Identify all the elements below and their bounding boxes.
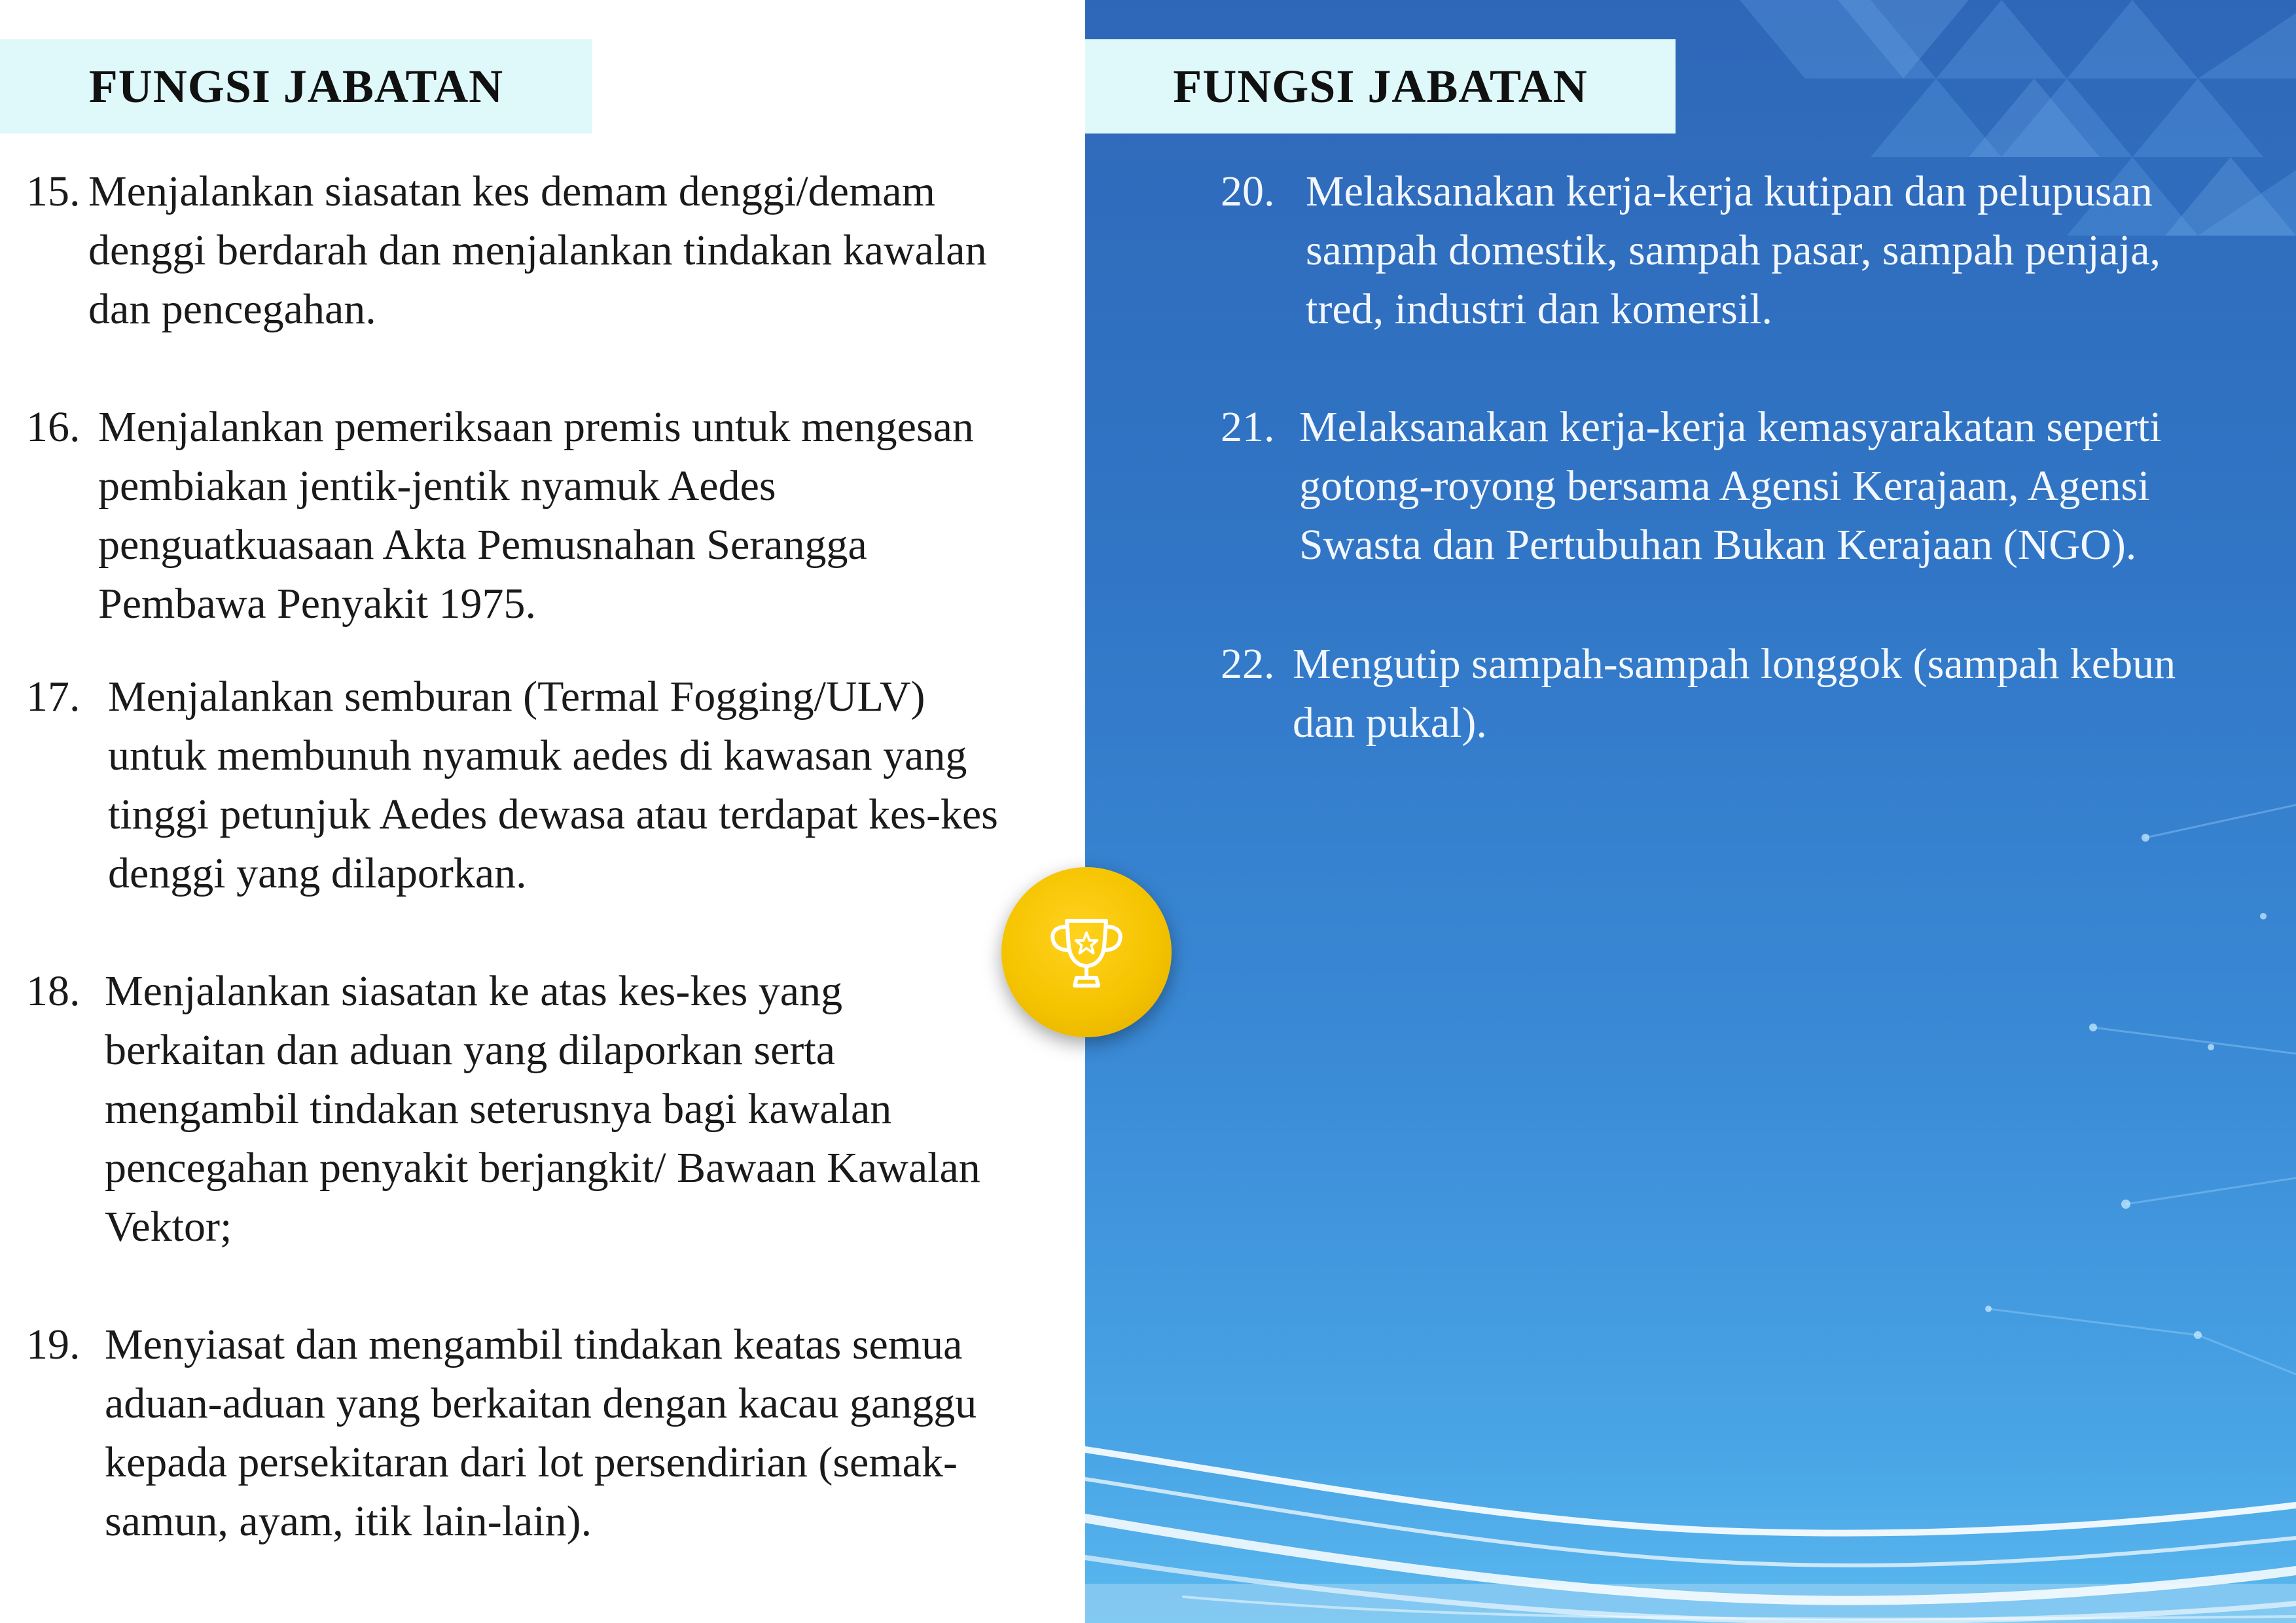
list-item-20 <box>1221 162 2229 339</box>
list-item-21 <box>1221 398 2229 575</box>
item-text: Melaksanakan kerja-kerja kutipan dan pelupusan sampah domestik, sampah pasar, sampah penjaja, tred, industri dan komersil. <box>1306 168 2161 333</box>
list-item-16 <box>26 398 1014 633</box>
item-number: 20. <box>1221 168 1275 215</box>
item-number: 15. <box>26 168 81 215</box>
item-number: 16. <box>26 403 81 451</box>
item-text: Menjalankan siasatan kes demam denggi/demam denggi berdarah dan menjalankan tindakan kawalan dan pencegahan. <box>88 168 987 333</box>
item-number: 19. <box>26 1321 81 1368</box>
list-item-18 <box>26 962 1001 1257</box>
trophy-badge <box>1001 867 1172 1037</box>
item-number: 21. <box>1221 403 1275 451</box>
item-text: Mengutip sampah-sampah longgok (sampah kebun dan pukal). <box>1293 640 2176 747</box>
item-text: Menjalankan semburan (Termal Fogging/ULV) untuk membunuh nyamuk aedes di kawasan yang tinggi petunjuk Aedes dewasa atau terdapat kes-kes denggi yang dilaporkan. <box>108 673 998 897</box>
list-item-17 <box>26 668 1021 903</box>
list-item-19 <box>26 1315 1001 1551</box>
list-item-22 <box>1221 635 2215 753</box>
trophy-icon <box>1037 903 1136 1001</box>
item-number: 22. <box>1221 640 1275 688</box>
left-section-title: FUNGSI JABATAN <box>0 39 592 134</box>
item-number: 17. <box>26 673 81 721</box>
item-number: 18. <box>26 967 81 1015</box>
item-text: Melaksanakan kerja-kerja kemasyarakatan seperti gotong-royong bersama Agensi Kerajaan, Agensi Swasta dan Pertubuhan Bukan Kerajaan (NGO). <box>1299 403 2162 569</box>
right-section-title: FUNGSI JABATAN <box>1085 39 1676 134</box>
item-text: Menjalankan siasatan ke atas kes-kes yang berkaitan dan aduan yang dilaporkan serta mengambil tindakan seterusnya bagi kawalan pencegahan penyakit berjangkit/ Bawaan Kawalan Vektor; <box>105 967 980 1251</box>
item-text: Menyiasat dan mengambil tindakan keatas semua aduan-aduan yang berkaitan dengan kacau ganggu kepada persekitaran dari lot persendirian (semak-samun, ayam, itik lain-lain). <box>105 1321 977 1545</box>
item-text: Menjalankan pemeriksaan premis untuk mengesan pembiakan jentik-jentik nyamuk Aedes penguatkuasaan Akta Pemusnahan Serangga Pembawa Penyakit 1975. <box>98 403 974 628</box>
list-item-15 <box>26 162 1008 339</box>
